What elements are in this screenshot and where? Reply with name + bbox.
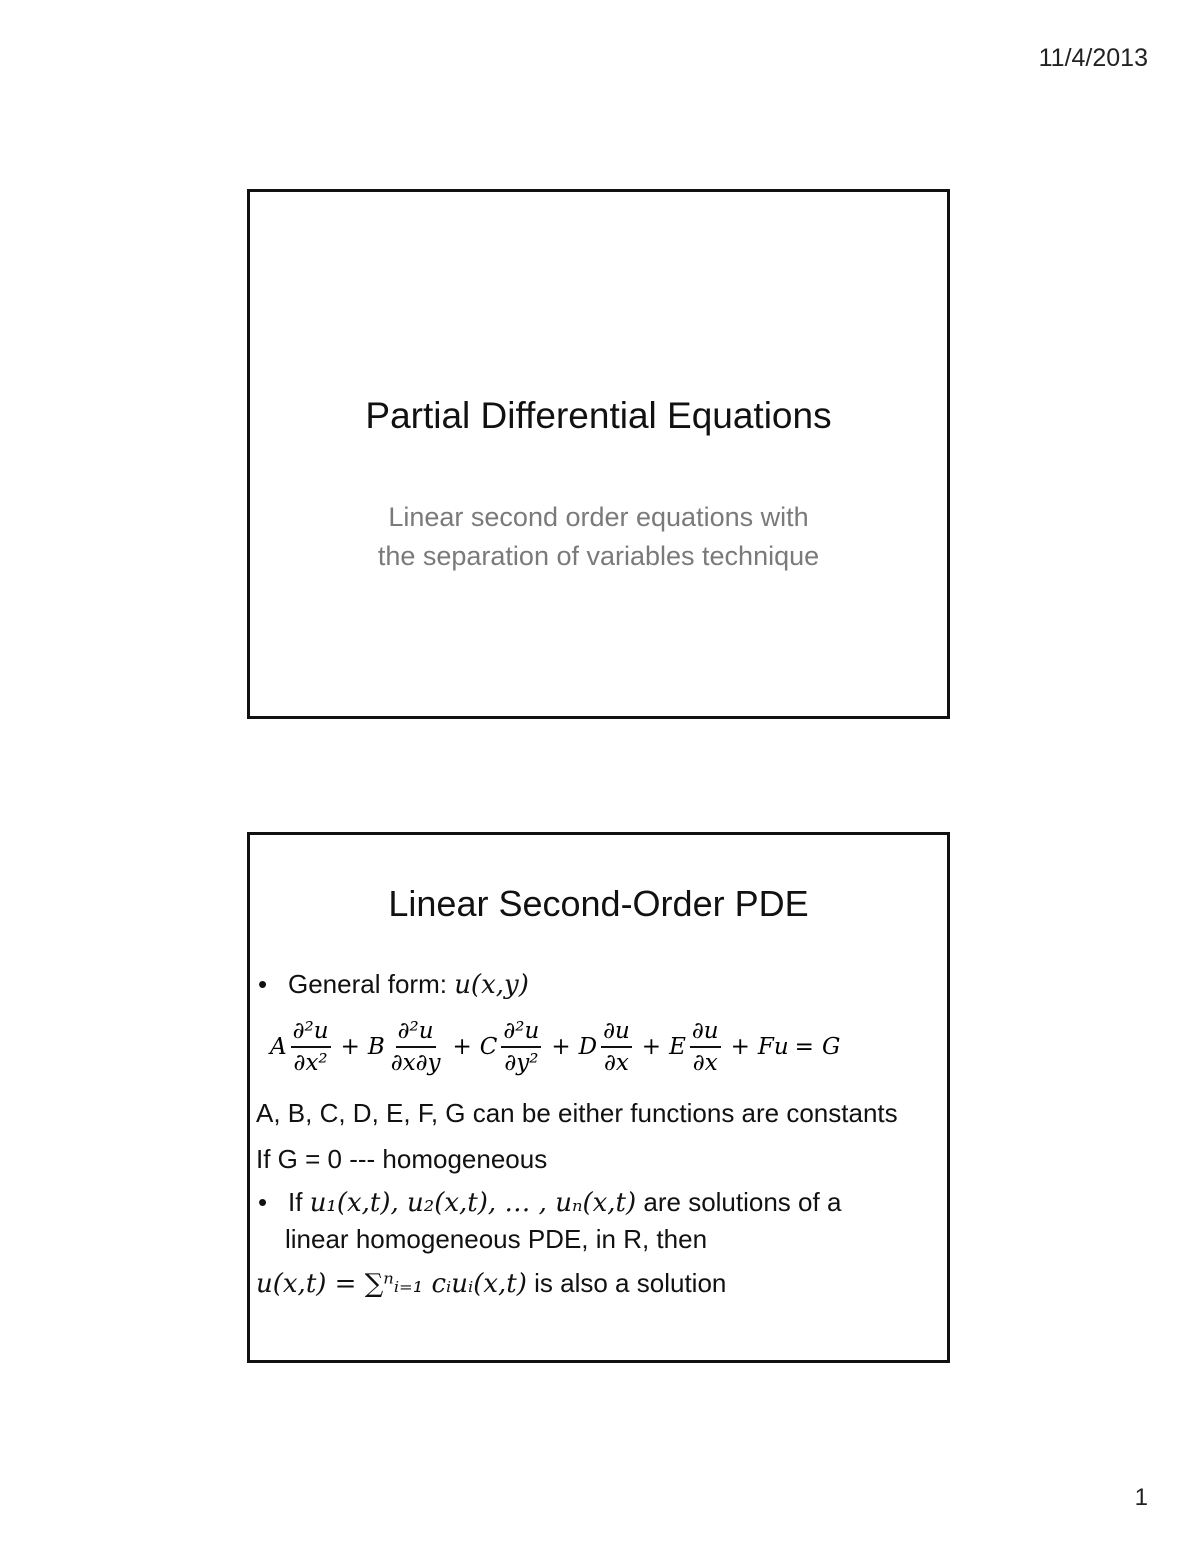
equals-operator: = xyxy=(794,1034,814,1060)
general-form-math: u(x,y) xyxy=(454,970,529,1000)
page-date: 11/4/2013 xyxy=(1038,44,1148,72)
constants-line: A, B, C, D, E, F, G can be either functions are constants xyxy=(256,1098,898,1128)
plus-operator: + xyxy=(730,1034,750,1060)
coef-c: C xyxy=(479,1034,498,1060)
fraction-a-denominator: ∂x² xyxy=(293,1050,328,1076)
fraction-c-numerator: ∂²u xyxy=(501,1018,541,1048)
plus-operator: + xyxy=(551,1034,571,1060)
superposition-suffix: is also a solution xyxy=(534,1268,727,1298)
slide-2 xyxy=(247,832,950,1363)
fraction-d-denominator: ∂x xyxy=(604,1050,629,1076)
general-form-line xyxy=(252,969,947,1000)
superposition-line xyxy=(256,1268,947,1299)
slide-1-subtitle xyxy=(250,498,947,576)
fraction-a xyxy=(291,1018,331,1076)
plus-operator: + xyxy=(452,1034,472,1060)
fraction-e-numerator: ∂u xyxy=(690,1018,721,1048)
fraction-a-numerator: ∂²u xyxy=(291,1018,331,1048)
fraction-b-numerator: ∂²u xyxy=(396,1018,436,1048)
homogeneous-line: If G = 0 --- homogeneous xyxy=(256,1144,548,1174)
if-prefix: If xyxy=(288,1187,303,1217)
fraction-c xyxy=(501,1018,541,1076)
slide-2-title: Linear Second-Order PDE xyxy=(388,883,809,924)
slide-1-title: Partial Differential Equations xyxy=(365,395,832,436)
linear-pde-line: linear homogeneous PDE, in R, then xyxy=(285,1224,708,1254)
plus-operator: + xyxy=(340,1034,360,1060)
fraction-e-denominator: ∂x xyxy=(692,1050,718,1076)
coef-d: D xyxy=(578,1034,598,1060)
coef-a: A xyxy=(270,1034,287,1060)
solutions-line xyxy=(252,1187,947,1218)
coef-b: B xyxy=(367,1034,385,1060)
slide-1-subtitle-line-1: Linear second order equations with xyxy=(388,502,809,532)
coef-e: E xyxy=(669,1034,686,1060)
fraction-b-denominator: ∂x∂y xyxy=(390,1050,441,1076)
fraction-d-numerator: ∂u xyxy=(601,1018,632,1048)
slide-1-subtitle-line-2: the separation of variables technique xyxy=(377,541,820,571)
bullet-icon: • xyxy=(258,969,268,999)
general-form-label: General form: xyxy=(288,969,447,999)
superposition-math: u(x,t) = ∑ⁿᵢ₌₁ cᵢuᵢ(x,t) xyxy=(256,1269,527,1299)
fraction-e xyxy=(690,1018,721,1076)
fraction-d xyxy=(601,1018,632,1076)
page-number: 1 xyxy=(1134,1484,1148,1511)
pde-equation xyxy=(268,1008,939,1086)
equation-tail: Fu xyxy=(757,1034,789,1060)
fraction-b xyxy=(389,1018,443,1076)
plus-operator: + xyxy=(641,1034,662,1060)
equation-rhs: G xyxy=(821,1034,841,1060)
bullet-icon: • xyxy=(258,1187,268,1217)
solutions-suffix: are solutions of a xyxy=(643,1187,842,1217)
fraction-c-denominator: ∂y² xyxy=(504,1050,539,1076)
slide-1 xyxy=(247,189,950,719)
solutions-math: u₁(x,t), u₂(x,t), … , uₙ(x,t) xyxy=(309,1188,637,1218)
